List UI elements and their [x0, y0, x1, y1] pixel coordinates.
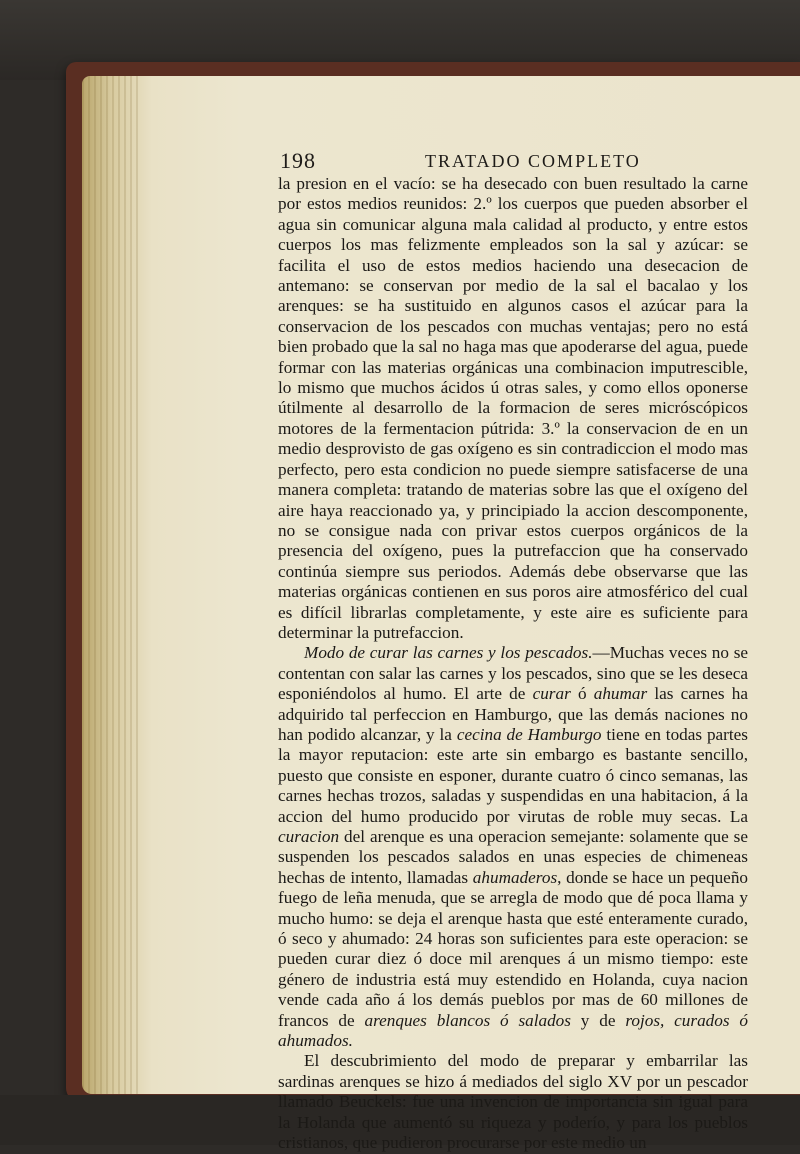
italic-term-ahumar: ahumar	[593, 684, 648, 704]
italic-term-arenques: arenques blancos ó salados	[364, 1010, 571, 1030]
italic-term-curacion: curacion	[278, 827, 340, 846]
italic-term-ahumaderos: ahumaderos	[472, 867, 558, 887]
running-title: TRATADO COMPLETO	[425, 151, 641, 171]
text-run: —Muchas veces no se contentan con salar las carnes y los pescados, sino que se les deseca esponiéndolos al humo. El arte de	[278, 643, 749, 704]
paragraph-2	[278, 643, 748, 1051]
italic-term-curar: curar	[532, 684, 571, 704]
paragraph-1: la presion en el vacío: se ha desecado con buen resultado la carne por estos medios reunidos: 2.º los cuerpos que pueden absorber el agua sin comunicar alguna mala calidad al producto, y entre estos cuerpos los mas felizmente empleados son la sal y azúcar: se facilita el uso de estos medios haciendo una desecacion de antemano: se conservan por medio de la sal el bacalao y los arenques: se ha sustituido en algunos casos el azúcar para la conservacion de los pescados con muchas ventajas; pero no está bien probado que la sal no haga mas que apoderarse del agua, puede formar con las materias orgánicas una combinacion imputrescible, lo mismo que muchos ácidos ú otras sales, y como ellos oponerse útilmente al desarrollo de la formacion de seres micróscópicos motores de la fermentacion pútrida: 3.º la conservacion de en un medio desprovisto de gas oxígeno es sin contradiccion el modo mas perfecto, pero esta condicion no puede siempre satisfacerse de una manera completa: tratando de materias sobre las que el oxígeno del aire haya reaccionado ya, y principiado la accion descomponente, no se consigue nada con privar estos cuerpos orgánicos de la presencia del oxígeno, pues la putrefaccion que ha conservado continúa siempre sus periodos. Además debe observarse que las materias orgánicas contienen en sus poros aire atmosférico del cual es difícil librarlas completamente, y este aire es suficiente para determinar la putrefaccion.	[278, 174, 748, 642]
body-text	[278, 174, 748, 1154]
text-run: tiene en todas partes la mayor reputacion: este arte sin embargo es bastante sencillo, puesto que consiste en esponer, durante cuatro ó cinco semanas, las carnes hechas trozos, saladas y suspendidas en una habitacion, á la accion del humo producido por virutas de roble muy secas. La	[278, 724, 748, 826]
text-run: ó	[570, 684, 594, 704]
text-run: del arenque es una operacion semejante: solamente que se suspenden los pescados salados en unas especies de chimeneas hechas de intento, llamadas	[278, 827, 748, 887]
paragraph-3: El descubrimiento del modo de preparar y embarrilar las sardinas arenques se hizo á mediados del siglo XV por un pescador llamado Beuckels: fue una invencion de importancia sin igual para la Holanda que aumentó su riqueza y poderío, y para los pueblos cristianos, que pudieron procurarse por este medio un	[278, 1051, 748, 1153]
text-run: y de	[570, 1010, 626, 1030]
italic-term-cecina: cecina de Hamburgo	[456, 724, 602, 744]
italic-term-rojos: rojos, curados ó ahumados.	[278, 1010, 748, 1051]
page-number: 198	[280, 148, 316, 173]
section-heading: Modo de curar las carnes y los pescados.	[304, 643, 593, 663]
text-run: , donde se hace un pequeño fuego de leña menuda, que se arregla de modo que dé poca llama y mucho humo: se deja el arenque hasta que esté enteramente curado, ó seco y ahumado: 24 horas son suficientes para este operacion: se pueden curar diez ó doce mil arenques á un mismo tiempo: este género de industria está muy estendido en Holanda, cuya nacion vende cada año á los demás pueblos por mas de 60 millones de francos de	[278, 867, 749, 1030]
text-run: las carnes ha adquirido tal perfeccion en Hamburgo, que las demás naciones no han podido alcanzar, y la	[278, 684, 748, 744]
page-edge-stack	[82, 76, 142, 1094]
